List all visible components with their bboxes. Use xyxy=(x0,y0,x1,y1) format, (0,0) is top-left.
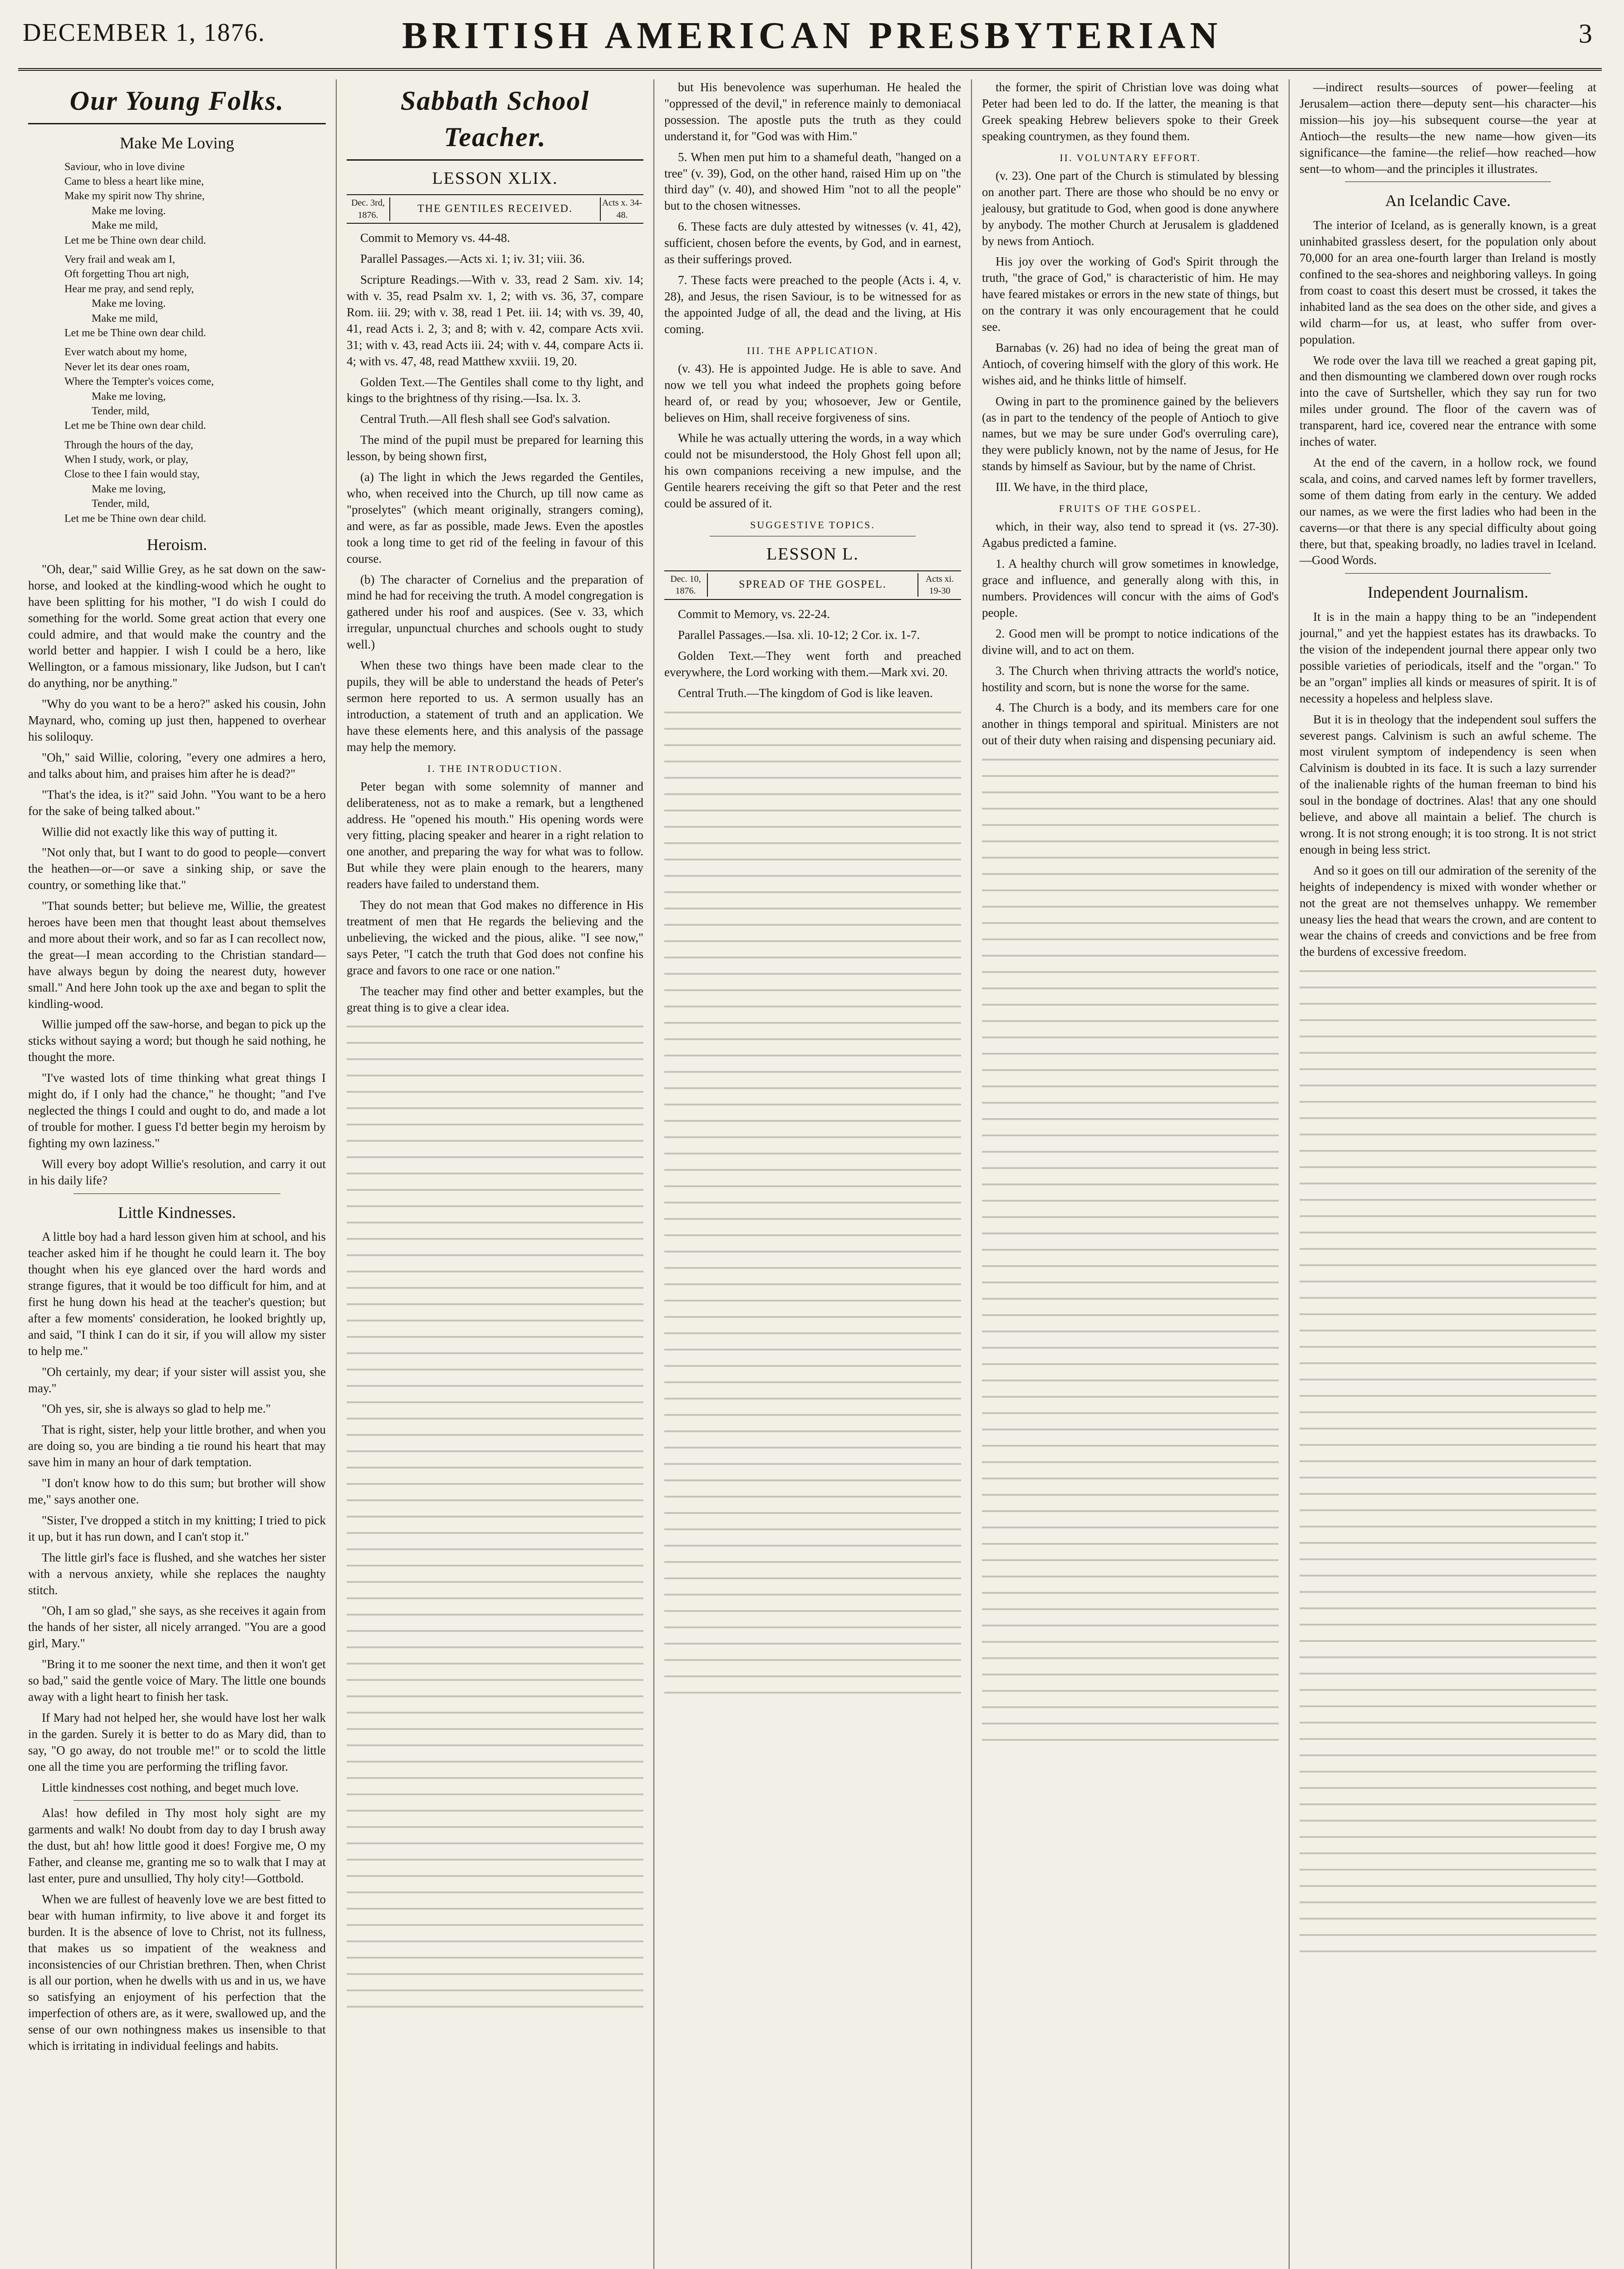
text-continuation xyxy=(1300,965,1596,1963)
poem-line: Make me loving, xyxy=(92,483,166,495)
poem-line: Tender, mild, xyxy=(92,405,150,417)
paragraph: "I don't know how to do this sum; but brother will show me," says another one. xyxy=(28,1476,326,1507)
subsection-heading: III. THE APPLICATION. xyxy=(747,344,878,356)
paragraph: 6. These facts are duly attested by witnesses (v. 41, 42), sufficient, chosen before the events, by God, and in earnest, as their sufferings proved. xyxy=(664,220,961,266)
paragraph: 3. The Church when thriving attracts the world's notice, hostility and scorn, but is none the worse for the same. xyxy=(982,663,1279,694)
article-title-kindnesses: Little Kindnesses. xyxy=(118,1203,236,1222)
column-3 xyxy=(653,79,971,2269)
paragraph: The little girl's face is flushed, and she watches her sister with a nervous anxiety, while she replaces the naughty stitch. xyxy=(28,1550,326,1597)
poem-line: Make me loving. xyxy=(92,298,166,310)
poem-line: When I study, work, or play, xyxy=(64,454,188,466)
article-kindnesses xyxy=(28,1229,326,1796)
poem-line: Hear me pray, and send reply, xyxy=(64,283,194,295)
poem-line: Through the hours of the day, xyxy=(64,439,193,451)
article-title-heroism: Heroism. xyxy=(147,535,207,554)
paragraph: Willie jumped off the saw-horse, and began to pick up the sticks without saying a word; but though he said nothing, he thought the more. xyxy=(28,1017,326,1064)
paragraph: "That sounds better; but believe me, Willie, the greatest heroes have been men that thought least about themselves and more about their work, and so far as I can recollect now, the great—I mean according to the Christian standard—have always begun by doing the nearest duty, however small." And here John took up the axe and began to split the kindling-wood. xyxy=(28,899,326,1011)
lesson-date: Dec. 10, 1876. xyxy=(670,574,701,596)
divider xyxy=(1345,573,1551,574)
paragraph: but His benevolence was superhuman. He healed the "oppressed of the devil," in reference mainly to demoniacal possession. The apostle puts the truth as they could understand it, for "God was with Him." xyxy=(664,80,961,143)
paragraph: Alas! how defiled in Thy most holy sight are my garments and walk! No doubt from day to day I brush away the dust, but ah! how little good it does! Forgive me, O my Father, and cleanse me, granting me so to walk that I may at last enter, pure and unsullied, Thy holy city!—Gottbold. xyxy=(28,1806,326,1886)
article-title-icelandic-cave: An Icelandic Cave. xyxy=(1385,192,1511,210)
poem-line: Make me loving. xyxy=(92,205,166,217)
paragraph: Barnabas (v. 26) had no idea of being the great man of Antioch, of covering himself with the glory of this work. He wishes aid, and he thinks little of himself. xyxy=(982,340,1279,387)
poem-title: Make Me Loving xyxy=(120,133,234,152)
paragraph: 7. These facts were preached to the people (Acts i. 4, v. 28), and Jesus, the risen Saviour, is to be witnessed for as the appointed Judge of all, the dead and the living, at His coming. xyxy=(664,273,961,336)
paragraph: "Oh," said Willie, coloring, "every one admires a hero, and talks about him, and praises him after he is dead?" xyxy=(28,750,326,781)
paragraph: The mind of the pupil must be prepared for learning this lesson, by being shown first, xyxy=(347,433,643,463)
column-2 xyxy=(336,79,653,2269)
text-continuation xyxy=(982,753,1279,1752)
paragraph: III. We have, in the third place, xyxy=(996,480,1148,494)
paragraph: 5. When men put him to a shameful death, "hanged on a tree" (v. 39), God, on the other hand, raised Him up on "the third day" (v. 40), and showed Him "not to all the people" but to the chosen witnesses. xyxy=(664,150,961,213)
paragraph: Owing in part to the prominence gained by the believers (as in part to the tendency of the people of Antioch to give names, but we may be sure under God's overruling care), they were publicly known, not by the name of Jesus, for He stands by himself as Saviour, but by the name of Christ. xyxy=(982,394,1279,473)
article-heroism xyxy=(28,561,326,1189)
divider xyxy=(74,1193,280,1194)
newspaper-title: BRITISH AMERICAN PRESBYTERIAN xyxy=(402,15,1222,57)
paragraph: (a) The light in which the Jews regarded the Gentiles, who, when received into the Church, up till now came as "proselytes" (which meant originally, strangers coming), and were, as far as possible, made Jews. Even the apostles took a long time to get rid of the feeling in favour of this course. xyxy=(347,470,643,565)
paragraph: "Oh yes, sir, she is always so glad to help me." xyxy=(42,1402,271,1416)
paragraph: "Not only that, but I want to do good to people—convert the heathen—or—or save a sinking ship, or save the country, or something like that." xyxy=(28,845,326,892)
poem-line: Never let its dear ones roam, xyxy=(64,361,190,373)
paragraph: Central Truth.—The kingdom of God is like leaven. xyxy=(678,686,933,700)
poem-line: Let me be Thine own dear child. xyxy=(64,420,206,432)
text-continuation xyxy=(664,706,961,1704)
paragraph: That is right, sister, help your little brother, and when you are doing so, you are binding a tie round his heart that may save him in many an hour of dark temptation. xyxy=(28,1423,326,1469)
paragraph: "That's the idea, is it?" said John. "You want to be a hero for the sake of being talked about." xyxy=(28,787,326,818)
column-1 xyxy=(18,79,336,2269)
poem-line: Oft forgetting Thou art nigh, xyxy=(64,268,189,280)
paragraph: While he was actually uttering the words, in a way which could not be misunderstood, the Holy Ghost fell upon all; his own companions receiving a new impulse, and the Gentile hearers receiving the gift so that Peter and the rest could be assured of it. xyxy=(664,431,961,511)
lesson-heading-box xyxy=(664,570,961,600)
paragraph: At the end of the cavern, in a hollow rock, we found scala, and coins, and carved names left by former travellers, some of them dating from early in the century. We added our names, as we were the first ladies who had been in the caverns—or that there is any special difficulty about going there, but that, speaking broadly, no ladies travel in Iceland.—Good Words. xyxy=(1300,456,1596,567)
lesson-date: Dec. 3rd, 1876. xyxy=(351,198,385,220)
paragraph: When we are fullest of heavenly love we are best fitted to bear with human infirmity, to live above it and forget its burden. It is the absence of love to Christ, not its fullness, that makes us so impatient of the weakness and inconsistencies of our Christian brethren. Then, when Christ is all our portion, when he dwells with us and in us, we have so satisfying an enjoyment of his perfection that the imperfection of others are, as it were, swallowed up, and the sense of our own nothingness makes us insensible to that which is irritating in individual feelings and habits. xyxy=(28,1892,326,2053)
text-continuation xyxy=(347,1020,643,2019)
poem-line: Make my spirit now Thy shrine, xyxy=(64,190,205,202)
column-5 xyxy=(1289,79,1606,2269)
paragraph: It is in the main a happy thing to be an "independent journal," and yet the happiest estates has its drawbacks. To the vision of the independent journal there appear only two possible varieties of periodicals, itself and the "organ." To be an "organ" implies all kinds or measures of spirit. It is of necessity a hopeless and helpless slave. xyxy=(1300,610,1596,705)
paragraph: Commit to Memory vs. 44-48. xyxy=(360,231,510,245)
paragraph: Peter began with some solemnity of manner and deliberateness, not as to make a remark, but a lengthened address. He "opened his mouth." His opening words were very fitting, placing speaker and hearer in a right relation to one another, and preparing the way for what was to follow. But while they were plain enough to the hearers, many readers have failed to understand them. xyxy=(347,779,643,891)
paragraph: Will every boy adopt Willie's resolution, and carry it out in his daily life? xyxy=(28,1157,326,1187)
lesson-label: LESSON L. xyxy=(766,545,859,564)
paragraph: And so it goes on till our admiration of the serenity of the heights of independency is mixed with wonder whether or not the great are not themselves unhappy. We remember uneasy lies the head that wears the crown, and are content to wear the chains of creeds and convictions and be free from the burdens of excessive freedom. xyxy=(1300,863,1596,959)
section-header-sabbath-school: Sabbath School Teacher. xyxy=(400,86,590,152)
paragraph: "Sister, I've dropped a stitch in my knitting; I tried to pick it up, but it has run down, and I can't stop it." xyxy=(28,1513,326,1543)
poem-line: Let me be Thine own dear child. xyxy=(64,234,206,246)
paragraph: (v. 43). He is appointed Judge. He is able to save. And now we tell you what indeed the prophets going before heard of, or read by you; whosoever, Jew or Gentile, believes on Him, shall receive forgiveness of sins. xyxy=(664,361,961,424)
paragraph: "Oh certainly, my dear; if your sister will assist you, she may." xyxy=(28,1365,326,1395)
paragraph: Golden Text.—They went forth and preached everywhere, the Lord working with them.—Mark xvi. 20. xyxy=(664,648,961,679)
poem-line: Make me mild, xyxy=(92,220,158,232)
poem-line: Came to bless a heart like mine, xyxy=(64,176,204,188)
paragraph: (b) The character of Cornelius and the preparation of mind he had for receiving the truth. A model congregation is gathered under his roof and auspices. (See v. 33, which irregular, unpunctual churches and schools ought to study well.) xyxy=(347,572,643,652)
masthead-rule xyxy=(18,68,1602,71)
subsection-heading: FRUITS OF THE GOSPEL. xyxy=(1059,503,1202,515)
divider xyxy=(74,1800,280,1801)
header-rule xyxy=(347,159,643,161)
paragraph: "Oh, I am so glad," she says, as she receives it again from the hands of her sister, all nicely arranged. "You are a good girl, Mary." xyxy=(28,1604,326,1650)
poem-line: Make me mild, xyxy=(92,312,158,324)
lesson-title: SPREAD OF THE GOSPEL. xyxy=(707,573,918,597)
poem-line: Where the Tempter's voices come, xyxy=(64,376,214,388)
column-4 xyxy=(971,79,1289,2269)
paragraph: (v. 23). One part of the Church is stimulated by blessing on another part. There are those who should be no envy or jealousy, but gratitude to God, when good is done anywhere by anybody. The mother Church at Jerusalem is gladdened by news from Antioch. xyxy=(982,168,1279,248)
lesson-title: THE GENTILES RECEIVED. xyxy=(389,197,601,221)
lesson-reference: Acts x. 34-48. xyxy=(602,198,643,220)
subsection-heading: II. VOLUNTARY EFFORT. xyxy=(1060,152,1201,163)
paragraph: which, in their way, also tend to spread it (vs. 27-30). Agabus predicted a famine. xyxy=(982,520,1279,550)
header-rule xyxy=(28,123,326,124)
paragraph: Parallel Passages.—Isa. xli. 10-12; 2 Cor. ix. 1-7. xyxy=(678,628,920,642)
subsection-heading: SUGGESTIVE TOPICS. xyxy=(750,519,875,530)
paragraph: When these two things have been made clear to the pupils, they will be able to understand the heads of Peter's sermon here reported to us. A sermon usually has an introduction, a statement of truth and an application. We have these elements here, and this analysis of the passage may help the memory. xyxy=(347,658,643,754)
paragraph: Little kindnesses cost nothing, and beget much love. xyxy=(42,1780,299,1794)
poem-line: Let me be Thine own dear child. xyxy=(64,327,206,339)
paragraph: If Mary had not helped her, she would have lost her walk in the garden. Surely it is better to do as Mary did, than to say, "O go away, do not trouble me!" or to scold the little one all the time you are performing the trifling favor. xyxy=(28,1710,326,1773)
paragraph: The teacher may find other and better examples, but the great thing is to give a clear idea. xyxy=(347,984,643,1014)
paragraph: Central Truth.—All flesh shall see God's salvation. xyxy=(360,412,610,426)
paragraph: "Oh, dear," said Willie Grey, as he sat down on the saw-horse, and looked at the kindling-wood which he ought to have been splitting for his mother, "I do wish I could do something for the world. Some great action that every one could admire, and that would make the country and the world better and happier. I wish I could be a hero, like Wellington, or a famous missionary, like Judson, but I can't do anything, nor be anything." xyxy=(28,562,326,690)
paragraph: Parallel Passages.—Acts xi. 1; iv. 31; viii. 36. xyxy=(360,252,585,266)
paragraph: But it is in theology that the independent soul suffers the severest pangs. Calvinism is such an awful scheme. The most virulent symptom of independency is seen when Calvinism is doubted in its face. It is such a lazy surrender of the inalienable rights of the human freeman to bind his soul in the bondage of doctrines. Alas! that any one should believe, and above all maintain a belief. The church is wrong. It is not strong enough; it is too strong. It is not strict enough in being less strict. xyxy=(1300,712,1596,856)
paragraph: the former, the spirit of Christian love was doing what Peter had been led to do. If the latter, the meaning is that Greek speaking Hebrew believers spoke to their Greek speaking countrymen, as they found them. xyxy=(982,80,1279,143)
lesson-label: LESSON XLIX. xyxy=(432,168,558,188)
paragraph: Scripture Readings.—With v. 33, read 2 Sam. xiv. 14; with v. 35, read Psalm xv. 1, 2; with vs. 36, 37, compare Rom. iii. 29; with v. 38, read 1 Pet. iii. 14; with vs. 39, 40, 41, read Acts i. 2, 3; and 8; with v. 42, compare Acts xvii. 31; with v. 43, read Acts iii. 24; with v. 44, compare Acts ii. 4; with vs. 47, 48, read Matthew xxviii. 19, 20. xyxy=(347,273,643,368)
paragraph: 4. The Church is a body, and its members care for one another in things temporal and spiritual. Ministers are not out of their duty when raising and dispensing pecuniary aid. xyxy=(982,701,1279,747)
lesson-heading-box xyxy=(347,194,643,224)
paragraph: Willie did not exactly like this way of putting it. xyxy=(42,825,278,839)
paragraph: "Bring it to me sooner the next time, and then it won't get so bad," said the gentle voice of Mary. The little one bounds away with a light heart to finish her task. xyxy=(28,1657,326,1704)
poem-line: Make me loving, xyxy=(92,390,166,403)
poem-line: Ever watch about my home, xyxy=(64,346,187,359)
paragraph: Commit to Memory, vs. 22-24. xyxy=(678,607,830,621)
paragraph: "Why do you want to be a hero?" asked his cousin, John Maynard, who, coming up just then, happened to overhear his soliloquy. xyxy=(28,697,326,743)
paragraph: —indirect results—sources of power—feeling at Jerusalem—action there—deputy sent—his character—his mission—his joy—his subsequent course—the year at Antioch—the results—the new name—how given—its significance—the famine—the relief—how reached—how sent—to whom—and the principles it illustrates. xyxy=(1300,80,1596,176)
columns xyxy=(18,79,1606,2269)
paragraph: 1. A healthy church will grow sometimes in knowledge, grace and influence, and generally along with this, in numbers. Providences will concur with the aims of God's people. xyxy=(982,557,1279,619)
poem-line: Very frail and weak am I, xyxy=(64,254,175,266)
poem-line: Saviour, who in love divine xyxy=(64,161,185,173)
lesson-reference: Acts xi. 19-30 xyxy=(925,574,954,596)
paragraph: "I've wasted lots of time thinking what great things I might do, if I only had the chance," he thought; "and I've neglected the things I could and ought to do, and made a lot of trouble for mother. I guess I'd better begin my heroism by fighting my own laziness." xyxy=(28,1071,326,1150)
paragraph: His joy over the working of God's Spirit through the truth, "the grace of God," is characteristic of him. He may have feared mistakes or errors in the new state of things, but on the contrary it was only encouragement that he could see. xyxy=(982,255,1279,334)
masthead xyxy=(0,0,1624,91)
paragraph: A little boy had a hard lesson given him at school, and his teacher asked him if he thought he could learn it. The boy thought when his eye glanced over the hard words and strange figures, that it would be too difficult for him, and at first he hung down his head at the teacher's question; but after a few moments' consideration, he looked brightly up, and said, "I think I can do it sir, if you will allow my sister to help me." xyxy=(28,1230,326,1358)
paragraph: 2. Good men will be prompt to notice indications of the divine will, and to act on them. xyxy=(982,626,1279,657)
issue-date: DECEMBER 1, 1876. xyxy=(23,19,265,47)
paragraph: They do not mean that God makes no difference in His treatment of men that He regards the believing and the unbelieving, the wicked and the pious, alike. "I see now," says Peter, "I catch the truth that God does not confine his grace and favors to one race or one nation." xyxy=(347,898,643,977)
page-number: 3 xyxy=(1579,19,1592,49)
paragraph: We rode over the lava till we reached a great gaping pit, and then dismounting we clambered down over rough rocks into the cave of Surtsheller, which they say run for two miles under ground. The floor of the cavern was of transparent, hard ice, covered near the entrance with some inches of water. xyxy=(1300,353,1596,449)
poem-body xyxy=(28,160,326,526)
poem-line: Tender, mild, xyxy=(92,498,150,510)
paragraph: The interior of Iceland, as is generally known, is a great uninhabited grassless desert, for the population only about 70,000 for an area one-fourth larger than Ireland is mostly confined to the sea-shores and neighboring valleys. In going from coast to coast this desert must be crossed, it takes the inhabited land as the sea does on the other side, and gives a wild charm—for us, at least, who suffer from over-population. xyxy=(1300,218,1596,346)
poem-line: Close to thee I fain would stay, xyxy=(64,468,200,481)
subsection-heading: I. THE INTRODUCTION. xyxy=(427,762,563,774)
article-title-independent-journalism: Independent Journalism. xyxy=(1368,583,1528,602)
section-header-young-folks: Our Young Folks. xyxy=(69,86,285,116)
poem-line: Let me be Thine own dear child. xyxy=(64,512,206,525)
paragraph: Golden Text.—The Gentiles shall come to thy light, and kings to the brightness of thy rising.—Isa. lx. 3. xyxy=(347,375,643,405)
